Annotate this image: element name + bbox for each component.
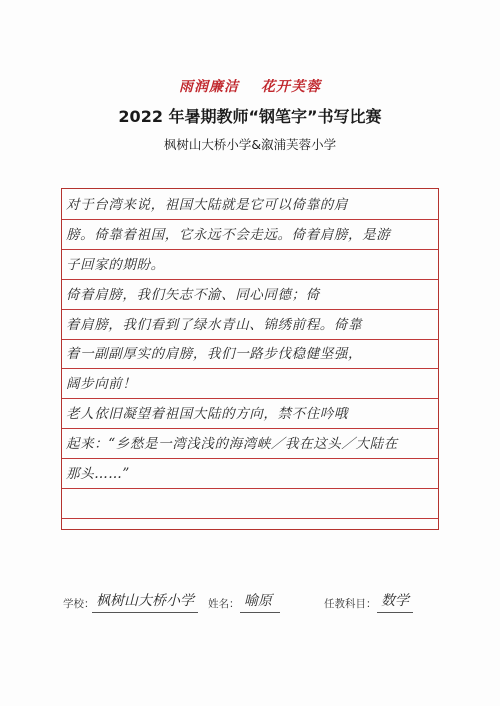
- text-line: 倚着肩膀，我们矢志不渝、同心同德；倚: [66, 286, 320, 303]
- motto: [0, 76, 500, 96]
- grid-rule: [62, 518, 438, 519]
- school-value: 枫树山大桥小学: [92, 590, 198, 613]
- signature-row: [0, 590, 500, 616]
- text-line: 阔步向前！: [66, 376, 137, 393]
- text-line: [66, 487, 438, 517]
- subject-value: 数学: [377, 590, 413, 613]
- name-value: 喻原: [240, 590, 280, 613]
- subject-label: 任教科目：: [324, 598, 377, 610]
- text-line: 起来：“乡愁是一湾浅浅的海湾峡／我在这头／大陆在: [66, 436, 398, 453]
- text-line: 对于台湾来说，祖国大陆就是它可以倚靠的肩: [66, 197, 348, 213]
- motto-left: 雨润廉洁: [179, 79, 239, 95]
- text-line: 膀。倚靠着祖国，它永远不会走远。倚着肩膀，是游: [66, 226, 391, 243]
- name-label: 姓名：: [208, 598, 240, 610]
- text-line: 子回家的期盼。: [66, 256, 165, 273]
- text-line: 着一副副厚实的肩膀，我们一路步伐稳健坚强，: [66, 346, 363, 363]
- school-label: 学校：: [63, 598, 95, 610]
- text-line: 老人依旧凝望着祖国大陆的方向，禁不住吟哦: [66, 406, 348, 423]
- text-line: 着肩膀，我们看到了绿水青山、锦绣前程。倚靠: [66, 316, 363, 333]
- motto-right: 花开芙蓉: [261, 79, 321, 95]
- handwritten-text: [66, 188, 438, 517]
- page-title: 2022 年暑期教师“钢笔字”书写比赛: [118, 107, 382, 126]
- page-subtitle: 枫树山大桥小学&溆浦芙蓉小学: [163, 137, 337, 152]
- text-line: 那头……”: [66, 466, 130, 483]
